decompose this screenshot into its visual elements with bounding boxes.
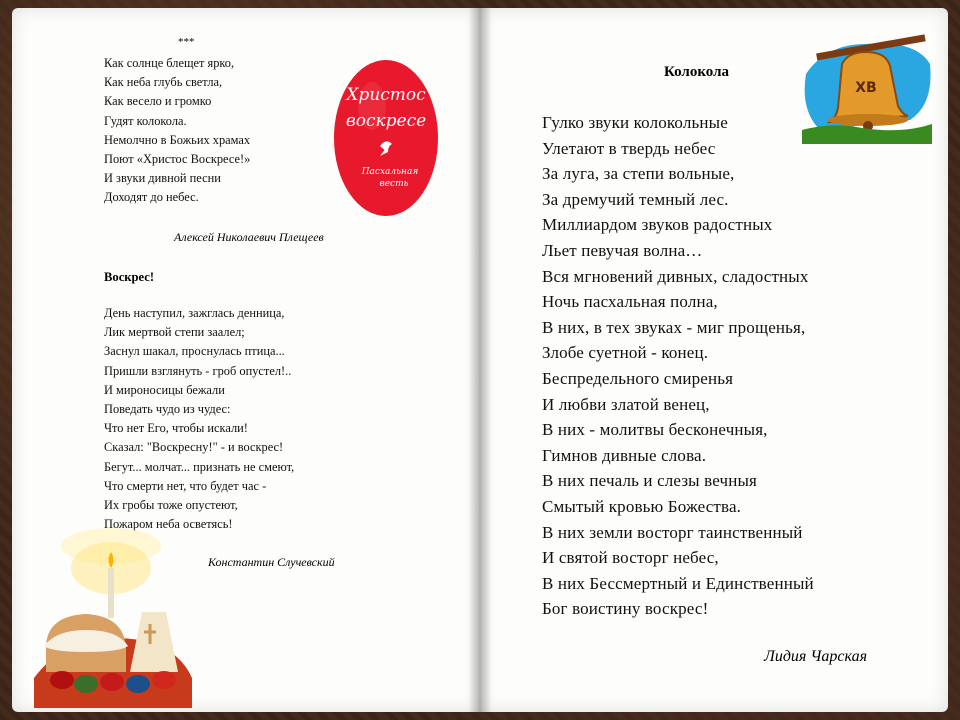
poem-line: Сказал: "Воскресну!" - и воскрес! — [104, 440, 284, 455]
poem-line: За дремучий темный лес. — [542, 189, 729, 209]
book-spine — [468, 8, 492, 712]
poem2-author: Константин Случевский — [208, 555, 335, 569]
poem-line: Доходят до небес. — [104, 190, 199, 205]
poem-line: В них земли восторг таинственный — [542, 522, 803, 542]
poem-line: Злобе суетной - конец. — [542, 343, 709, 363]
poem-line: Пришли взглянуть - гроб опустел!.. — [104, 363, 292, 378]
red-egg-shape — [334, 60, 438, 216]
poem-line: День наступил, зажглась денница, — [104, 306, 285, 320]
poem-line: Гимнов дивные слова. — [542, 445, 707, 465]
poem-line: Пожаром неба осветясь! — [104, 517, 233, 532]
egg-text-line2: воскресе — [345, 111, 427, 131]
poem-line: В них Бессмертный и Единственный — [542, 573, 814, 593]
poem-line: За луга, за степи вольные, — [542, 164, 735, 184]
poem-line: И звуки дивной песни — [104, 171, 221, 186]
bell-illustration — [802, 34, 932, 144]
egg-text-line1: Христос — [346, 85, 426, 105]
open-book — [12, 8, 948, 712]
bell-letters: ХВ — [855, 80, 877, 96]
poem-line: Гудят колокола. — [104, 113, 187, 128]
poem-line: Их гробы тоже опустеют, — [104, 498, 238, 513]
easter-cake-illustration — [26, 528, 196, 708]
poem1-asterisks: *** — [178, 36, 195, 48]
poem-line: Бегут... молчат... признать не смеют, — [104, 459, 295, 474]
paskha-cheese — [130, 612, 178, 672]
poem-line: Заснул шакал, проснулась птица... — [104, 344, 285, 359]
poem-line: В них, в тех звуках - миг прощенья, — [542, 317, 806, 337]
egg-subtitle-line2: весть — [379, 179, 409, 189]
poem-line: Льет певучая волна… — [542, 240, 703, 260]
poem-line: Гулко звуки колокольные — [542, 113, 728, 132]
poem-line: Смытый кровью Божества. — [542, 496, 742, 516]
poem-line: Как неба глубь светла, — [104, 75, 223, 90]
poem3-author: Лидия Чарская — [764, 648, 868, 665]
poem-line: Лик мертвой степи заалел; — [104, 325, 245, 340]
poem-line: Улетают в твердь небес — [542, 138, 716, 158]
poem-line: Бог воистину воскрес! — [542, 599, 709, 619]
poem-line: Поют «Христос Воскресе!» — [104, 152, 251, 167]
poem1-body — [104, 54, 250, 208]
poem-line: Что нет Его, чтобы искали! — [104, 421, 248, 436]
right-page — [480, 8, 948, 712]
poem-line: И любви златой венец, — [542, 394, 710, 414]
poem-line: Как солнце блещет ярко, — [104, 56, 235, 70]
poem-line: Ночь пасхальная полна, — [542, 292, 718, 312]
easter-egg-illustration — [332, 56, 440, 218]
poem2-body — [104, 304, 294, 534]
poem-line: И святой восторг небес, — [542, 548, 719, 568]
poem-line: И мироносицы бежали — [104, 382, 225, 397]
candle-icon — [108, 568, 114, 618]
poem-line: Немолчно в Божьих храмах — [104, 132, 251, 147]
poem2-title: Воскрес! — [104, 270, 155, 284]
left-page — [12, 8, 480, 712]
poem-line: Как весело и громко — [104, 94, 212, 109]
egg-subtitle-line1: Пасхальная — [361, 167, 419, 177]
poem-line: Поведать чудо из чудес: — [104, 402, 231, 417]
poem-line: Что смерти нет, что будет час - — [104, 478, 267, 493]
poem-line: В них - молитвы бесконечныя, — [542, 420, 768, 440]
poem-line: Вся мгновений дивных, сладостных — [542, 266, 809, 286]
poem3-body — [542, 110, 814, 622]
poem-line: Миллиардом звуков радостных — [542, 215, 773, 235]
poem-line: Беспредельного смиренья — [542, 368, 734, 388]
poem1-author: Алексей Николаевич Плещеев — [174, 230, 324, 244]
poem3-title: Колокола — [664, 64, 730, 80]
poem-line: В них печаль и слезы вечныя — [542, 471, 757, 491]
